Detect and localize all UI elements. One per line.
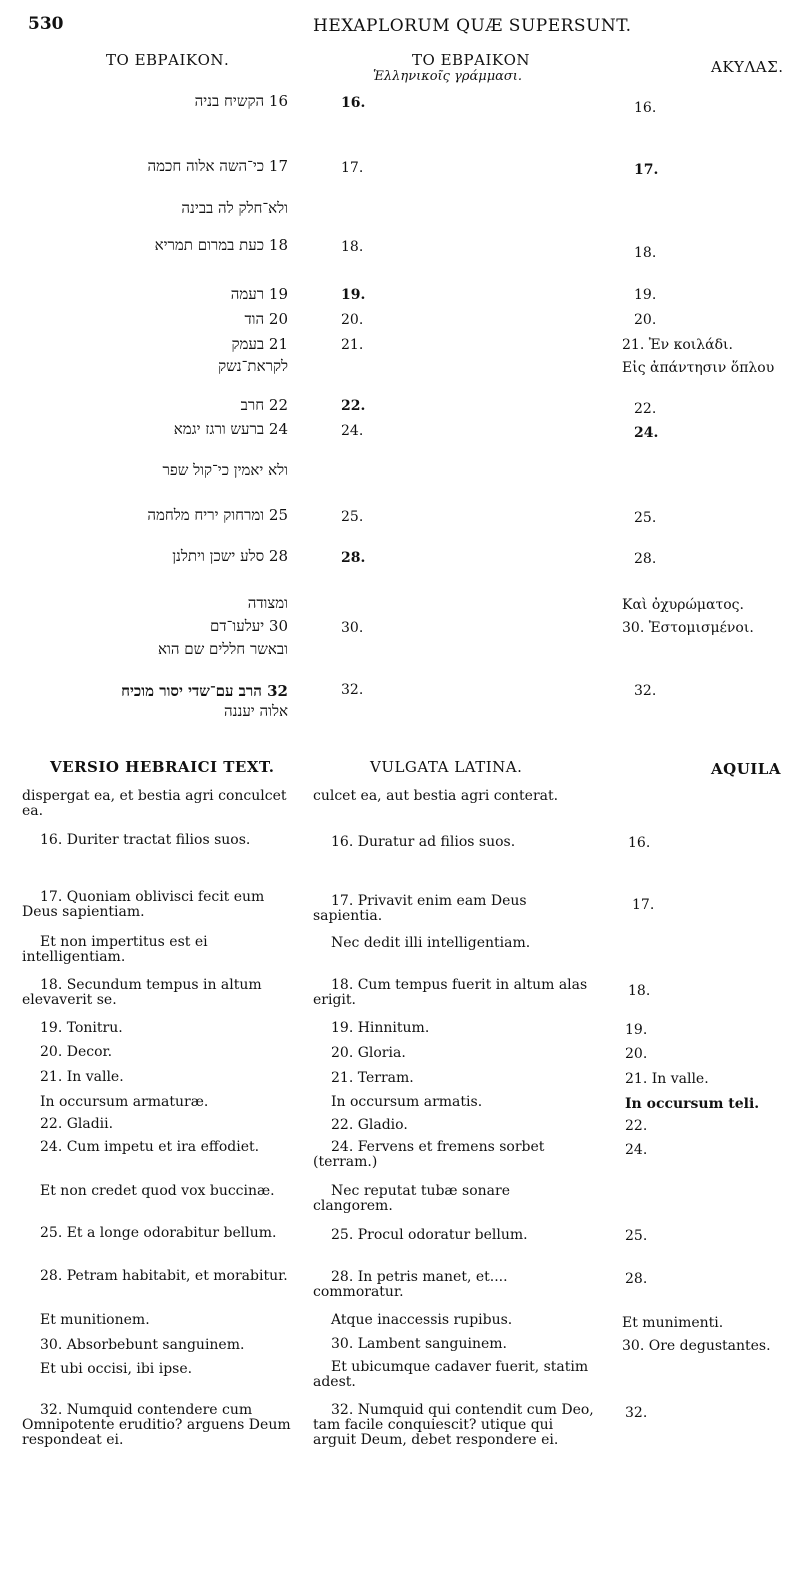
latin-hebrew-line: 20. Decor. xyxy=(40,1044,113,1060)
hebrew-line: ולא יאמין כי־קול שפר xyxy=(162,461,288,479)
hebrew-line: 18 כעת במרום תמריא xyxy=(154,236,288,254)
top-col2-subheading: Ἑλληνικοῖς γράμμασι. xyxy=(373,69,523,84)
latin-hebrew-line: 25. Et a longe odorabitur bellum. xyxy=(40,1225,277,1241)
vulgate-line: 24. Fervens et fremens sorbet (terram.) xyxy=(313,1139,545,1170)
col2-verse-number: 21. xyxy=(341,337,364,353)
vulgate-line: In occursum armatis. xyxy=(331,1094,483,1110)
aquila-latin-line: 16. xyxy=(628,835,651,851)
col2-verse-number: 18. xyxy=(341,239,364,255)
latin-hebrew-line: 32. Numquid contendere cum Omnipotente eruditio? arguens Deum respondeat ei. xyxy=(22,1402,291,1448)
latin-hebrew-line: Et munitionem. xyxy=(40,1312,150,1328)
aquila-latin-line: 19. xyxy=(625,1022,648,1038)
aquila-latin-line: 24. xyxy=(625,1142,648,1158)
hebrew-line: לקראת־נשק xyxy=(218,357,288,375)
bottom-col1-heading: VERSIO HEBRAICI TEXT. xyxy=(50,758,275,776)
aquila-latin-line: 32. xyxy=(625,1405,648,1421)
aquila-latin-line: 17. xyxy=(632,897,655,913)
aquila-greek-line: 20. xyxy=(634,312,657,328)
col2-verse-number: 24. xyxy=(341,423,364,439)
aquila-greek-line: 25. xyxy=(634,510,657,526)
hebrew-line: ומצודה xyxy=(247,594,288,612)
hebrew-line: ובאשר חללים שם הוא xyxy=(157,640,288,658)
latin-hebrew-line: 24. Cum impetu et ira effodiet. xyxy=(40,1139,260,1155)
aquila-latin-line: 20. xyxy=(625,1046,648,1062)
vulgate-line: Et ubicumque cadaver fuerit, statim adest. xyxy=(313,1359,589,1390)
aquila-latin-line: 21. In valle. xyxy=(625,1071,709,1087)
col2-verse-number: 20. xyxy=(341,312,364,328)
latin-hebrew-line: 28. Petram habitabit, et morabitur. xyxy=(40,1268,288,1284)
aquila-greek-line: 28. xyxy=(634,551,657,567)
col2-verse-number: 16. xyxy=(341,95,366,111)
hebrew-line: 25 ומרחוק יריח מלחמה xyxy=(147,506,288,524)
vulgate-line: 21. Terram. xyxy=(331,1070,414,1086)
top-col2-heading: ΤΟ ΕΒΡΑΙΚΟΝ xyxy=(412,51,531,69)
aquila-latin-line: 25. xyxy=(625,1228,648,1244)
aquila-latin-line: Et munimenti. xyxy=(622,1315,724,1331)
running-head: HEXAPLORUM QUÆ SUPERSUNT. xyxy=(313,16,632,36)
vulgate-line: 19. Hinnitum. xyxy=(331,1020,430,1036)
bottom-col2-heading: VULGATA LATINA. xyxy=(370,758,523,776)
hebrew-line: 32 הרב עם־שדי יסור מוכיח xyxy=(121,682,288,700)
hebrew-line: 17 כי־השה אלוה חכמה xyxy=(147,157,288,175)
aquila-greek-line: 18. xyxy=(634,245,657,261)
aquila-latin-line: In occursum teli. xyxy=(625,1096,760,1112)
hebrew-line: 22 חרב xyxy=(240,396,288,414)
aquila-greek-line: 16. xyxy=(634,100,657,116)
latin-hebrew-line: In occursum armaturæ. xyxy=(40,1094,209,1110)
bottom-col3-heading: AQUILA xyxy=(711,760,781,778)
aquila-latin-line: 18. xyxy=(628,983,651,999)
col2-verse-number: 28. xyxy=(341,550,366,566)
page-number: 530 xyxy=(28,14,64,34)
col2-verse-number: 30. xyxy=(341,620,364,636)
latin-hebrew-line: 16. Duriter tractat filios suos. xyxy=(40,832,251,848)
hebrew-line: אלוה יעננה xyxy=(223,702,288,720)
col2-verse-number: 17. xyxy=(341,160,364,176)
vulgate-line: 18. Cum tempus fuerit in altum alas erigit. xyxy=(313,977,588,1008)
aquila-greek-line: 21. Ἐν κοιλάδι. xyxy=(622,337,733,353)
aquila-latin-line: 30. Ore degustantes. xyxy=(622,1338,771,1354)
hebrew-line: 20 הוד xyxy=(244,310,288,328)
vulgate-line: 16. Duratur ad filios suos. xyxy=(331,834,516,850)
latin-hebrew-line: 18. Secundum tempus in altum elevaverit se. xyxy=(22,977,262,1008)
vulgate-line: 17. Privavit enim eam Deus sapientia. xyxy=(313,893,527,924)
latin-hebrew-line: 30. Absorbebunt sanguinem. xyxy=(40,1337,245,1353)
vulgate-line: Atque inaccessis rupibus. xyxy=(331,1312,513,1328)
vulgate-line: 30. Lambent sanguinem. xyxy=(331,1336,508,1352)
aquila-latin-line: 22. xyxy=(625,1118,648,1134)
aquila-greek-line: 24. xyxy=(634,425,659,441)
col2-verse-number: 32. xyxy=(341,682,364,698)
vulgate-line: 20. Gloria. xyxy=(331,1045,406,1061)
hebrew-line: 28 סלע ישכן ויתלנן xyxy=(172,547,288,565)
top-col1-heading: ΤΟ ΕΒΡΑΙΚΟΝ. xyxy=(106,51,230,69)
hebrew-line: 19 רעמה xyxy=(230,285,288,303)
top-col3-heading: ΑΚΥΛΑΣ. xyxy=(711,58,784,76)
vulgate-line: 32. Numquid qui contendit cum Deo, tam facile conquiescit? utique qui arguit Deum, debet respondere ei. xyxy=(313,1402,594,1448)
aquila-greek-line: Καὶ ὀχυρώματος. xyxy=(622,597,744,613)
vulgate-line: Nec reputat tubæ sonare clangorem. xyxy=(313,1183,510,1214)
aquila-greek-line: 32. xyxy=(634,683,657,699)
hebrew-line: 30 יעלעו־דם xyxy=(210,617,288,635)
aquila-greek-line: 19. xyxy=(634,287,657,303)
vulgate-line: 22. Gladio. xyxy=(331,1117,408,1133)
hebrew-line: 16 הקשיח בניה xyxy=(194,92,288,110)
latin-hebrew-line: Et non credet quod vox buccinæ. xyxy=(40,1183,275,1199)
aquila-greek-line: 22. xyxy=(634,401,657,417)
hebrew-line: ולא־חלק לה בבינה xyxy=(181,199,288,217)
hebrew-line: 21 בעמק xyxy=(231,335,288,353)
latin-hebrew-line: Et non impertitus est ei intelligentiam. xyxy=(22,934,208,965)
latin-hebrew-line: dispergat ea, et bestia agri conculcet ea. xyxy=(22,788,287,819)
aquila-greek-line: 17. xyxy=(634,162,659,178)
vulgate-line: 28. In petris manet, et.... commoratur. xyxy=(313,1269,508,1300)
aquila-greek-line: 30. Ἐστομισμένοι. xyxy=(622,620,754,636)
aquila-latin-line: 28. xyxy=(625,1271,648,1287)
col2-verse-number: 25. xyxy=(341,509,364,525)
col2-verse-number: 19. xyxy=(341,287,366,303)
latin-hebrew-line: 17. Quoniam oblivisci fecit eum Deus sapientiam. xyxy=(22,889,265,920)
col2-verse-number: 22. xyxy=(341,398,366,414)
latin-hebrew-line: 21. In valle. xyxy=(40,1069,124,1085)
hebrew-line: 24 ברעש ורגז יגמא xyxy=(173,420,288,438)
latin-hebrew-line: Et ubi occisi, ibi ipse. xyxy=(40,1361,193,1377)
vulgate-line: Nec dedit illi intelligentiam. xyxy=(331,935,531,951)
latin-hebrew-line: 19. Tonitru. xyxy=(40,1020,123,1036)
latin-hebrew-line: 22. Gladii. xyxy=(40,1116,114,1132)
vulgate-line: culcet ea, aut bestia agri conterat. xyxy=(313,788,559,804)
aquila-greek-line: Εἰς ἀπάντησιν ὅπλου xyxy=(622,360,775,376)
vulgate-line: 25. Procul odoratur bellum. xyxy=(331,1227,528,1243)
